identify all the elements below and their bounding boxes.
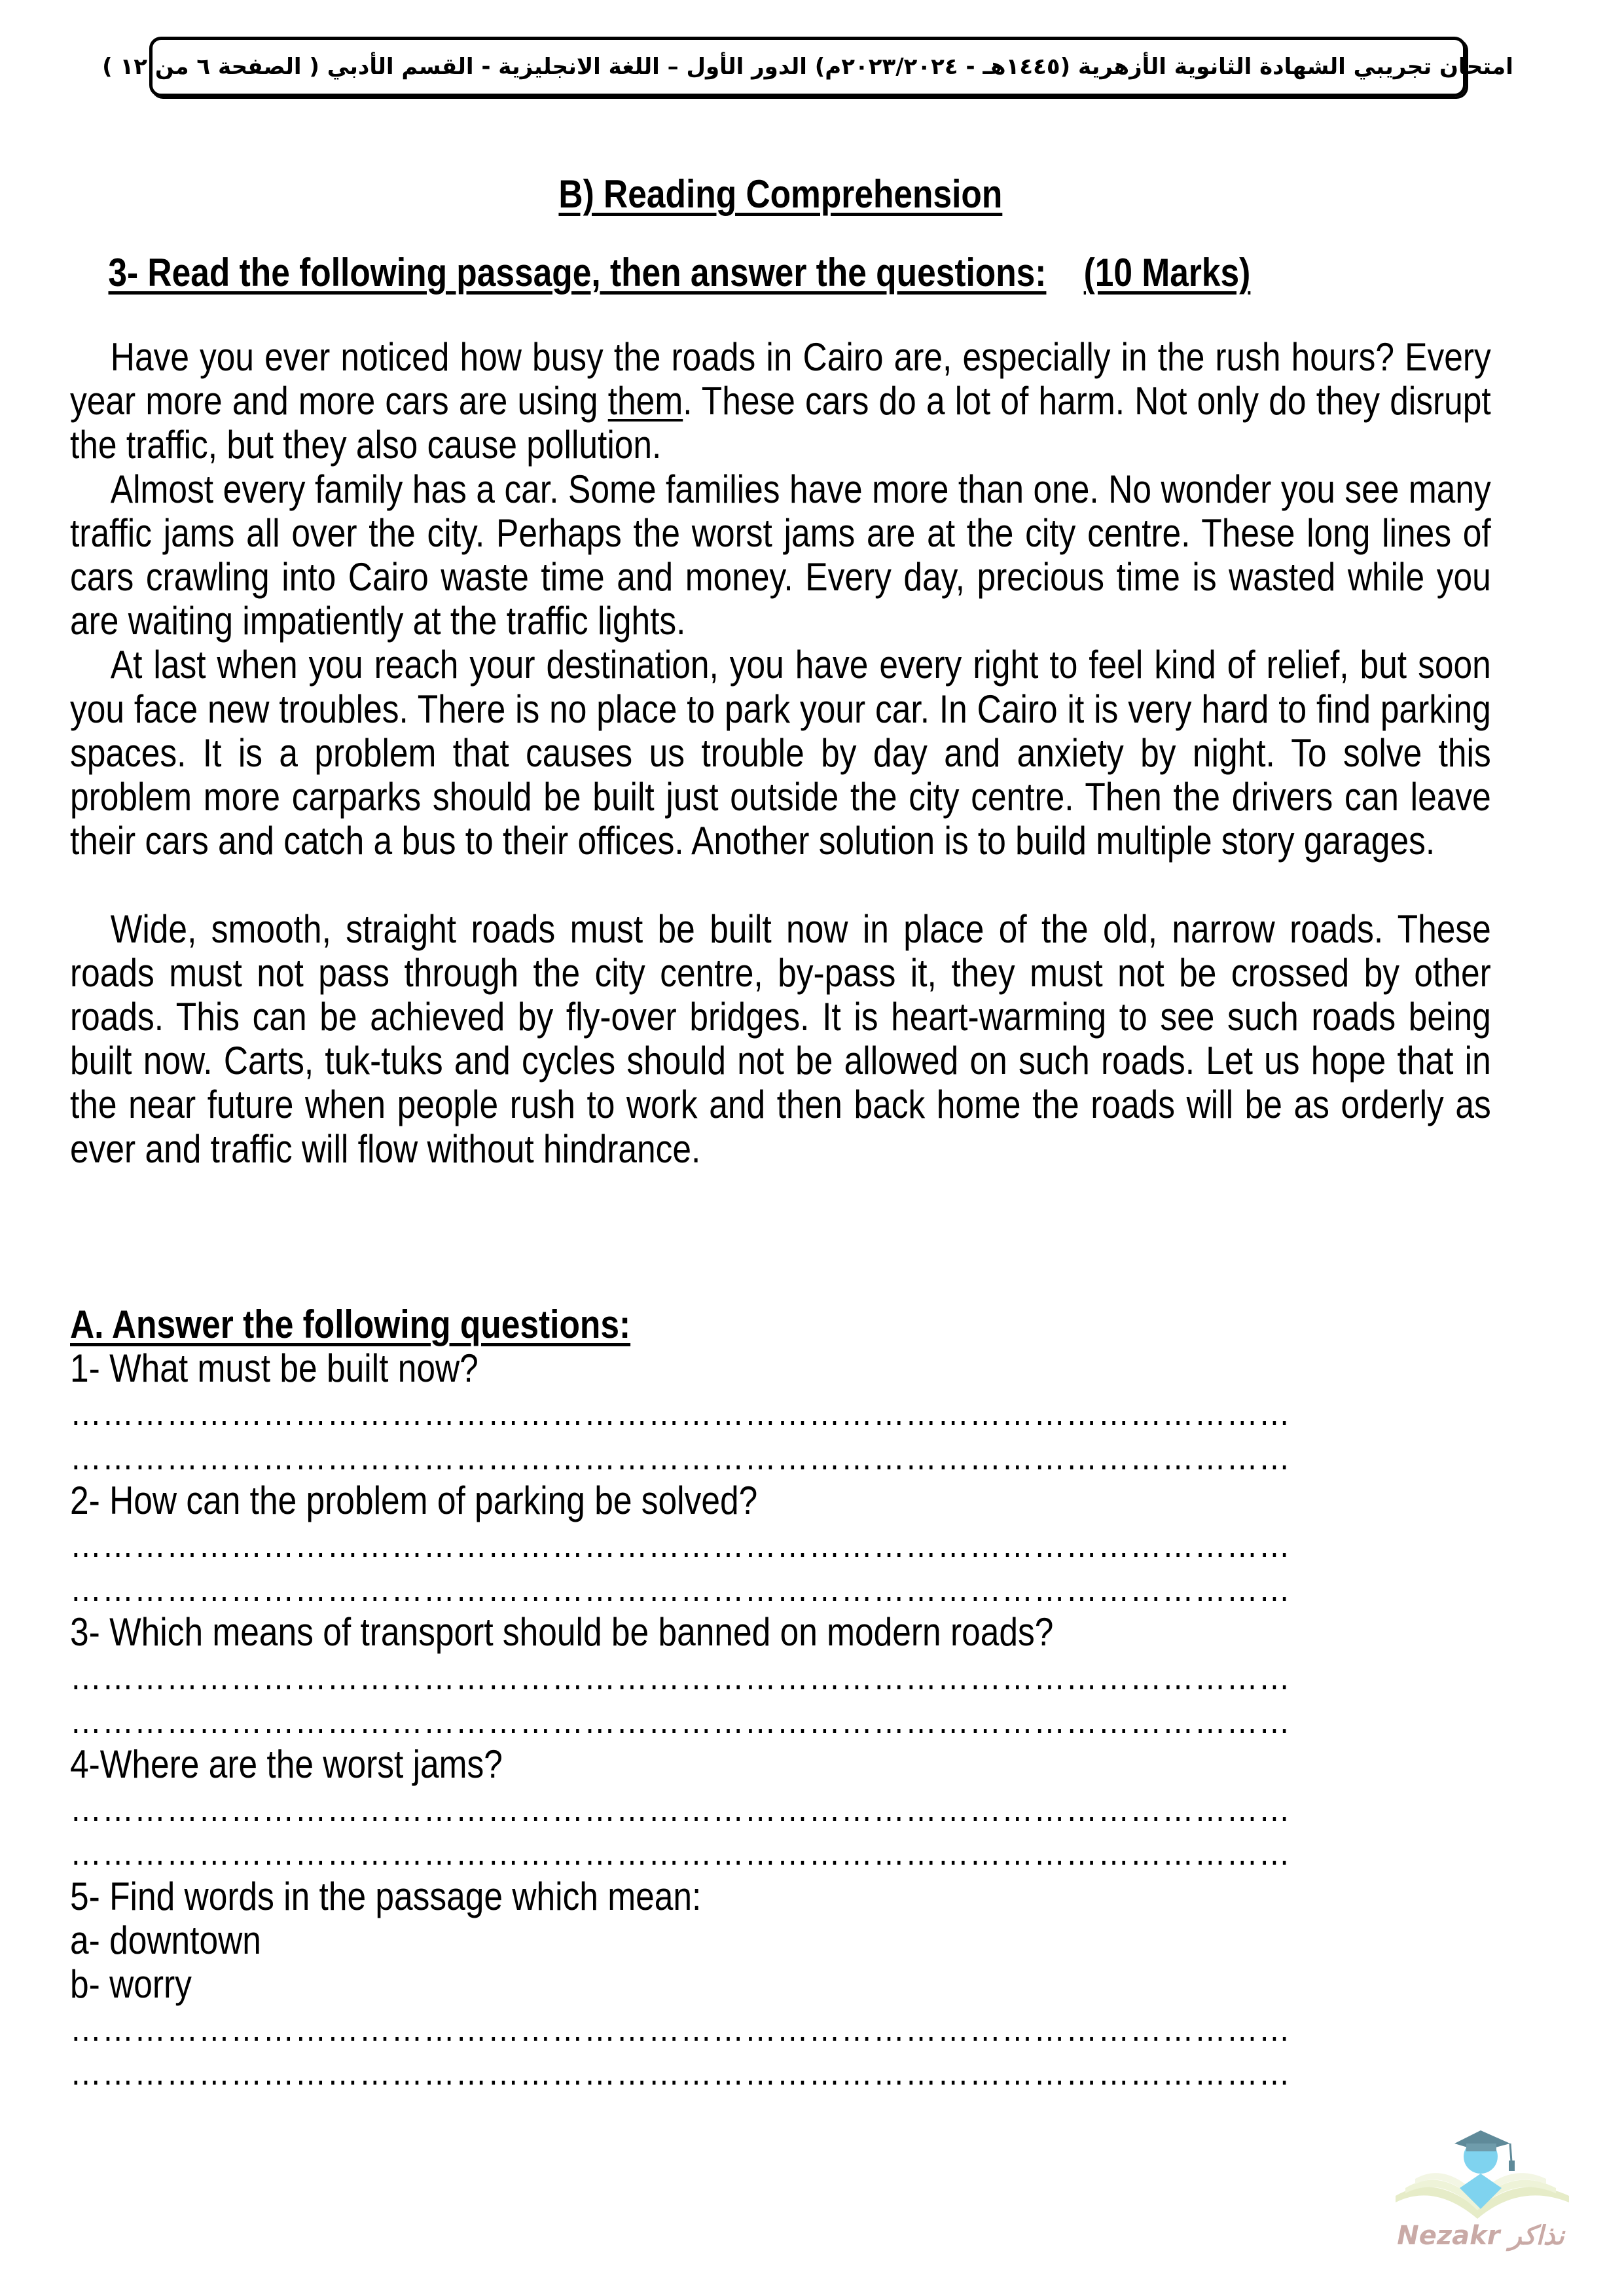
answer-line[interactable]: ……………………………………………………………………………………………………	[70, 2051, 1291, 2093]
answer-line[interactable]: ……………………………………………………………………………………………………	[70, 1391, 1291, 1433]
answer-line[interactable]: ……………………………………………………………………………………………………	[70, 1435, 1291, 1477]
passage-paragraph-4: Wide, smooth, straight roads must be built now in place of the old, narrow roads. These roads must not pass through the city centre, by-pass it, they must not be crossed by other roads. This can be achieved by fly-over bridges. It is heart-warming to see such roads being built now. Carts, tuk-tuks and cycles should not be allowed on such roads. Let us hope that in the near future when people rush to work and then back home the roads will be as orderly as ever and traffic will flow without hindrance.	[70, 906, 1491, 1171]
passage-paragraph-1	[70, 335, 1491, 467]
instruction-text: 3- Read the following passage, then answer the questions:	[108, 251, 1047, 295]
answer-line[interactable]: ……………………………………………………………………………………………………	[70, 1699, 1291, 1741]
answer-line[interactable]: ……………………………………………………………………………………………………	[70, 1655, 1291, 1697]
section-title	[70, 171, 1491, 217]
referent-word: them	[607, 379, 683, 423]
answer-line[interactable]: ……………………………………………………………………………………………………	[70, 1787, 1291, 1829]
marks-text: (10 Marks)	[1083, 251, 1251, 295]
exam-header-box	[102, 37, 1513, 97]
questions-heading-text: A. Answer the following questions:	[70, 1302, 631, 1346]
question-5-item-b: b- worry	[70, 1962, 192, 2007]
answer-line[interactable]: ……………………………………………………………………………………………………	[70, 1568, 1291, 1609]
nezakr-logo	[1382, 2111, 1579, 2261]
answer-line[interactable]: ……………………………………………………………………………………………………	[70, 1831, 1291, 1873]
question-1: 1- What must be built now?	[70, 1346, 478, 1391]
section-title-text: B) Reading Comprehension	[558, 172, 1003, 216]
question-5-item-a: a- downtown	[70, 1918, 261, 1962]
passage-text: . These cars do a lot of harm. Not only do they disrupt the traffic, but they also cause pollution.	[70, 379, 1491, 467]
questions-section	[70, 1302, 1491, 2094]
logo-text: Nezakr نذاكر	[1397, 2221, 1564, 2251]
questions-heading	[70, 1302, 1491, 1346]
exam-header-text: امتحان تجريبي الشهادة الثانوية الأزهرية (١٤٤٥هـ - ٢٠٢٣/٢٠٢٤م) الدور الأول – اللغة الانجليزية - القسم الأدبي ( الصفحة ٦ من ١٢ )	[102, 54, 1513, 80]
answer-line[interactable]: ……………………………………………………………………………………………………	[70, 2007, 1291, 2049]
question-2: 2- How can the problem of parking be solved?	[70, 1478, 758, 1522]
passage-text: Have you ever noticed how busy the roads in Cairo are, especially in the rush hours? Every year more and more cars are using	[70, 335, 1491, 423]
question-4: 4-Where are the worst jams?	[70, 1742, 503, 1787]
graduate-book-icon	[1382, 2111, 1579, 2222]
question-3: 3- Which means of transport should be banned on modern roads?	[70, 1610, 1054, 1655]
passage-paragraph-2: Almost every family has a car. Some families have more than one. No wonder you see many traffic jams all over the city. Perhaps the worst jams are at the city centre. These long lines of cars crawling into Cairo waste time and money. Every day, precious time is wasted while you are waiting impatiently at the traffic lights.	[70, 467, 1491, 643]
reading-passage	[70, 335, 1491, 1171]
passage-paragraph-3: At last when you reach your destination, you have every right to feel kind of relief, but soon you face new troubles. There is no place to park your car. In Cairo it is very hard to find parking spaces. It is a problem that causes us trouble by day and anxiety by night. To solve this problem more carparks should be built just outside the city centre. Then the drivers can leave their cars and catch a bus to their offices. Another solution is to build multiple story garages.	[70, 643, 1491, 863]
question-5: 5- Find words in the passage which mean:	[70, 1874, 702, 1918]
section-instruction	[108, 250, 1250, 296]
answer-line[interactable]: ……………………………………………………………………………………………………	[70, 1524, 1291, 1566]
